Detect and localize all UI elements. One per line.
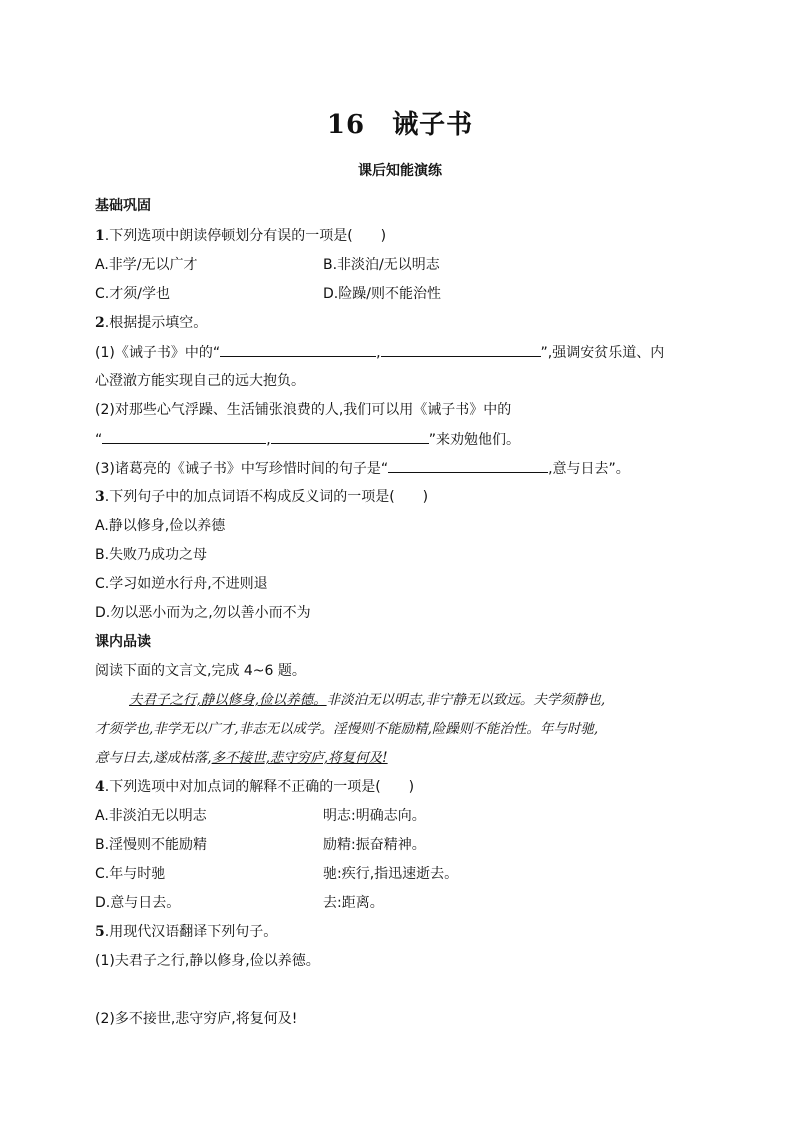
question-stem: .根据提示填空。 bbox=[104, 315, 208, 331]
text: , bbox=[376, 345, 381, 361]
question-4 bbox=[95, 777, 414, 797]
q4-row-d bbox=[95, 893, 705, 913]
question-number: 2 bbox=[95, 315, 105, 331]
option-d: D.险躁/则不能治性 bbox=[323, 286, 441, 302]
text: ”来劝勉他们。 bbox=[428, 432, 520, 448]
q3-option-c: C.学习如逆水行舟,不进则退 bbox=[95, 576, 268, 592]
q2-part-1 bbox=[95, 342, 664, 363]
question-2 bbox=[95, 313, 207, 333]
q3-option-d: D.勿以恶小而为之,勿以善小而不为 bbox=[95, 605, 311, 621]
option: B.淫慢则不能励精 bbox=[95, 837, 208, 853]
text: ,意与日去”。 bbox=[548, 461, 630, 477]
passage-line-1 bbox=[129, 690, 605, 710]
explanation: 驰:疾行,指迅速逝去。 bbox=[323, 866, 459, 882]
text: “ bbox=[95, 432, 103, 448]
question-stem: .下列选项中朗读停顿划分有误的一项是( ) bbox=[104, 228, 387, 244]
question-stem: .用现代汉语翻译下列句子。 bbox=[104, 924, 278, 940]
option: A.非淡泊无以明志 bbox=[95, 808, 207, 824]
q4-row-a bbox=[95, 806, 705, 826]
question-number: 3 bbox=[95, 489, 105, 505]
passage-line-3 bbox=[95, 748, 388, 768]
explanation: 励精:振奋精神。 bbox=[323, 837, 426, 853]
q3-option-a: A.静以修身,俭以养德 bbox=[95, 518, 226, 534]
answer-blank[interactable] bbox=[388, 458, 548, 473]
option-a: A.非学/无以广才 bbox=[95, 257, 198, 273]
text: 意与日去,遂成枯落, bbox=[95, 750, 212, 766]
text: , bbox=[266, 432, 271, 448]
q2-part-1-cont: 心澄澈方能实现自己的远大抱负。 bbox=[95, 373, 305, 389]
q2-part-2-blanks bbox=[95, 429, 520, 450]
q1-options-row-2 bbox=[95, 284, 705, 304]
question-number: 1 bbox=[95, 228, 105, 244]
passage-line-2: 才须学也,非学无以广才,非志无以成学。淫慢则不能励精,险躁则不能治性。年与时驰, bbox=[95, 721, 599, 737]
passage-intro: 阅读下面的文言文,完成 4~6 题。 bbox=[95, 663, 306, 679]
explanation: 去:距离。 bbox=[323, 895, 384, 911]
q5-sentence-1: (1)夫君子之行,静以修身,俭以养德。 bbox=[95, 953, 320, 969]
q2-part-3 bbox=[95, 458, 630, 479]
underlined-sentence: 多不接世,悲守穷庐,将复何及! bbox=[211, 750, 388, 766]
question-stem: .下列句子中的加点词语不构成反义词的一项是( ) bbox=[104, 489, 429, 505]
option: D.意与日去。 bbox=[95, 895, 181, 911]
question-3 bbox=[95, 487, 428, 507]
q4-row-c bbox=[95, 864, 705, 884]
question-number: 4 bbox=[95, 779, 105, 795]
section-heading-reading: 课内品读 bbox=[95, 634, 151, 650]
section-heading-basic: 基础巩固 bbox=[95, 198, 151, 214]
option-b: B.非淡泊/无以明志 bbox=[323, 257, 440, 273]
text: ”,强调安贫乐道、内 bbox=[540, 345, 665, 361]
explanation: 明志:明确志向。 bbox=[323, 808, 426, 824]
text: (1)《诫子书》中的“ bbox=[95, 345, 221, 361]
answer-blank[interactable] bbox=[220, 342, 376, 357]
option-c: C.才须/学也 bbox=[95, 286, 170, 302]
underlined-sentence: 夫君子之行,静以修身,俭以养德。 bbox=[129, 692, 327, 708]
question-stem: .下列选项中对加点词的解释不正确的一项是( ) bbox=[104, 779, 415, 795]
question-5 bbox=[95, 922, 277, 942]
option: C.年与时驰 bbox=[95, 866, 166, 882]
question-1 bbox=[95, 226, 386, 246]
q2-part-2: (2)对那些心气浮躁、生活铺张浪费的人,我们可以用《诫子书》中的 bbox=[95, 402, 512, 418]
answer-blank[interactable] bbox=[102, 429, 266, 444]
page-title: 16 诫子书 bbox=[326, 110, 474, 140]
answer-blank[interactable] bbox=[271, 429, 429, 444]
text: 非淡泊无以明志,非宁静无以致远。夫学须静也, bbox=[326, 692, 606, 708]
q3-option-b: B.失败乃成功之母 bbox=[95, 547, 208, 563]
text: (3)诸葛亮的《诫子书》中写珍惜时间的句子是“ bbox=[95, 461, 389, 477]
q5-sentence-2: (2)多不接世,悲守穷庐,将复何及! bbox=[95, 1011, 298, 1027]
question-number: 5 bbox=[95, 924, 105, 940]
answer-blank[interactable] bbox=[381, 342, 541, 357]
q1-options-row-1 bbox=[95, 255, 705, 275]
q4-row-b bbox=[95, 835, 705, 855]
page-subtitle: 课后知能演练 bbox=[358, 163, 442, 179]
